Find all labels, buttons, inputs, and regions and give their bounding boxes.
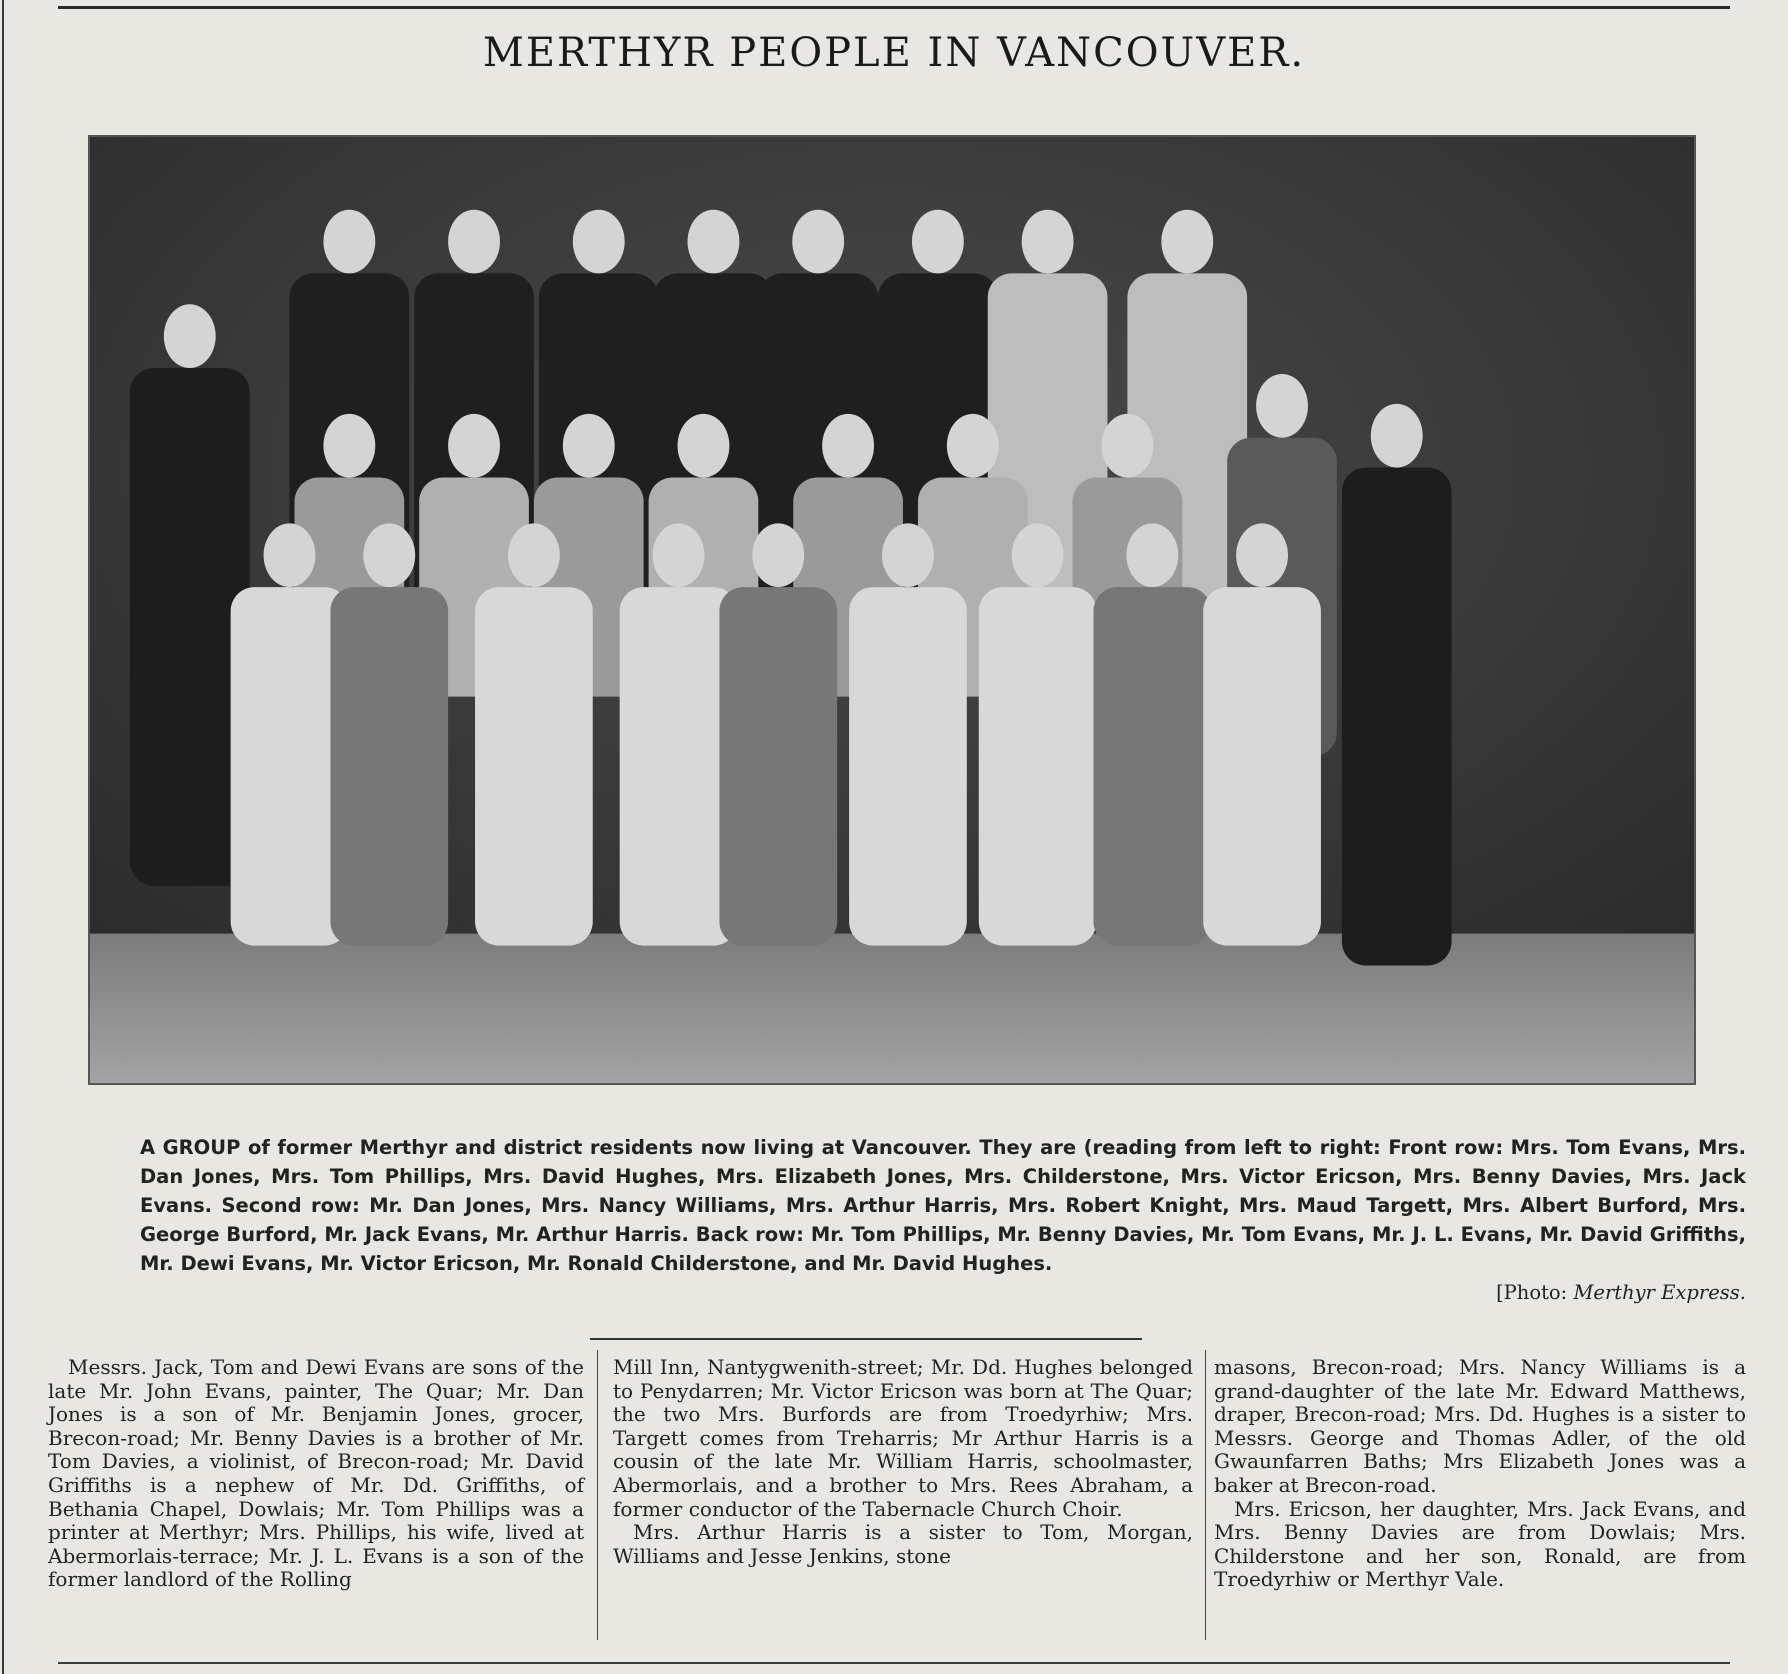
left-border	[2, 0, 4, 1674]
caption-text: A GROUP of former Merthyr and district residents now living at Vancouver. They are (reading from left to right: Front row: Mrs. Tom Evans, Mrs. Dan Jones, Mrs. Tom Phillips, Mrs. David Hughes, Mrs. Elizabeth Jones, Mrs. Childerstone, Mrs. Victor Ericson, Mrs. Benny Davies, Mrs. Jack Evans. Second row: Mr. Dan Jones, Mrs. Nancy Williams, Mrs. Arthur Harris, Mrs. Robert Knight, Mrs. Maud Targett, Mrs. Albert Burford, Mrs. George Burford, Mr. Jack Evans, Mr. Arthur Harris. Back row: Mr. Tom Phillips, Mr. Benny Davies, Mr. Tom Evans, Mr. J. L. Evans, Mr. David Griffiths, Mr. Dewi Evans, Mr. Victor Ericson, Mr. Ronald Childerstone, and Mr. David Hughes.	[140, 1136, 1746, 1275]
photo-credit	[1496, 1278, 1746, 1307]
article-paragraph: Mill Inn, Nantygwenith-street; Mr. Dd. Hughes belonged to Penydarren; Mr. Victor Ericson was born at The Quar; the two Mrs. Burfords are from Troedyrhiw; Mrs. Targett comes from Treharris; Mr Arthur Harris is a cousin of the late Mr. William Harris, schoolmaster, Abermorlais, and a brother to Mrs. Rees Abraham, a former conductor of the Tabernacle Church Choir.	[613, 1355, 1193, 1521]
article-column-1	[48, 1356, 584, 1592]
credit-source: Merthyr Express.	[1573, 1281, 1746, 1304]
photo-caption	[60, 1133, 1746, 1307]
section-rule	[590, 1338, 1142, 1340]
article-column-2	[613, 1356, 1193, 1568]
credit-prefix: [Photo:	[1496, 1281, 1574, 1304]
article-paragraph: Mrs. Ericson, her daughter, Mrs. Jack Evans, and Mrs. Benny Davies are from Dowlais; Mrs. Childerstone and her son, Ronald, are from Troedyrhiw or Merthyr Vale.	[1214, 1496, 1746, 1592]
article-paragraph: masons, Brecon-road; Mrs. Nancy Williams is a grand-daughter of the late Mr. Edward Matthews, draper, Brecon-road; Mrs. Dd. Hughes is a sister to Messrs. George and Thomas Adler, of the old Gwaunfarren Baths; Mrs Elizabeth Jones was a baker at Brecon-road.	[1214, 1355, 1746, 1497]
article-paragraph: Mrs. Arthur Harris is a sister to Tom, Morgan, Williams and Jesse Jenkins, stone	[613, 1520, 1193, 1568]
article-paragraph: Messrs. Jack, Tom and Dewi Evans are sons of the late Mr. John Evans, painter, The Quar; Mr. Dan Jones is a son of Mr. Benjamin Jones, grocer, Brecon-road; Mr. Benny Davies is a brother of Mr. Tom Davies, a violinist, of Brecon-road; Mr. David Griffiths is a nephew of Mr. Dd. Griffiths, of Bethania Chapel, Dowlais; Mr. Tom Phillips was a printer at Merthyr; Mrs. Phillips, his wife, lived at Abermorlais-terrace; Mr. J. L. Evans is a son of the former landlord of the Rolling	[48, 1355, 584, 1592]
bottom-rule	[58, 1662, 1730, 1664]
person-second-row	[1342, 404, 1452, 966]
column-rule	[1205, 1350, 1206, 1640]
headline: MERTHYR PEOPLE IN VANCOUVER.	[482, 30, 1306, 76]
column-rule	[597, 1350, 598, 1640]
top-rule	[58, 6, 1730, 9]
group-photo	[88, 135, 1696, 1085]
group-photo-image	[90, 137, 1694, 1083]
article-column-3	[1214, 1356, 1746, 1592]
